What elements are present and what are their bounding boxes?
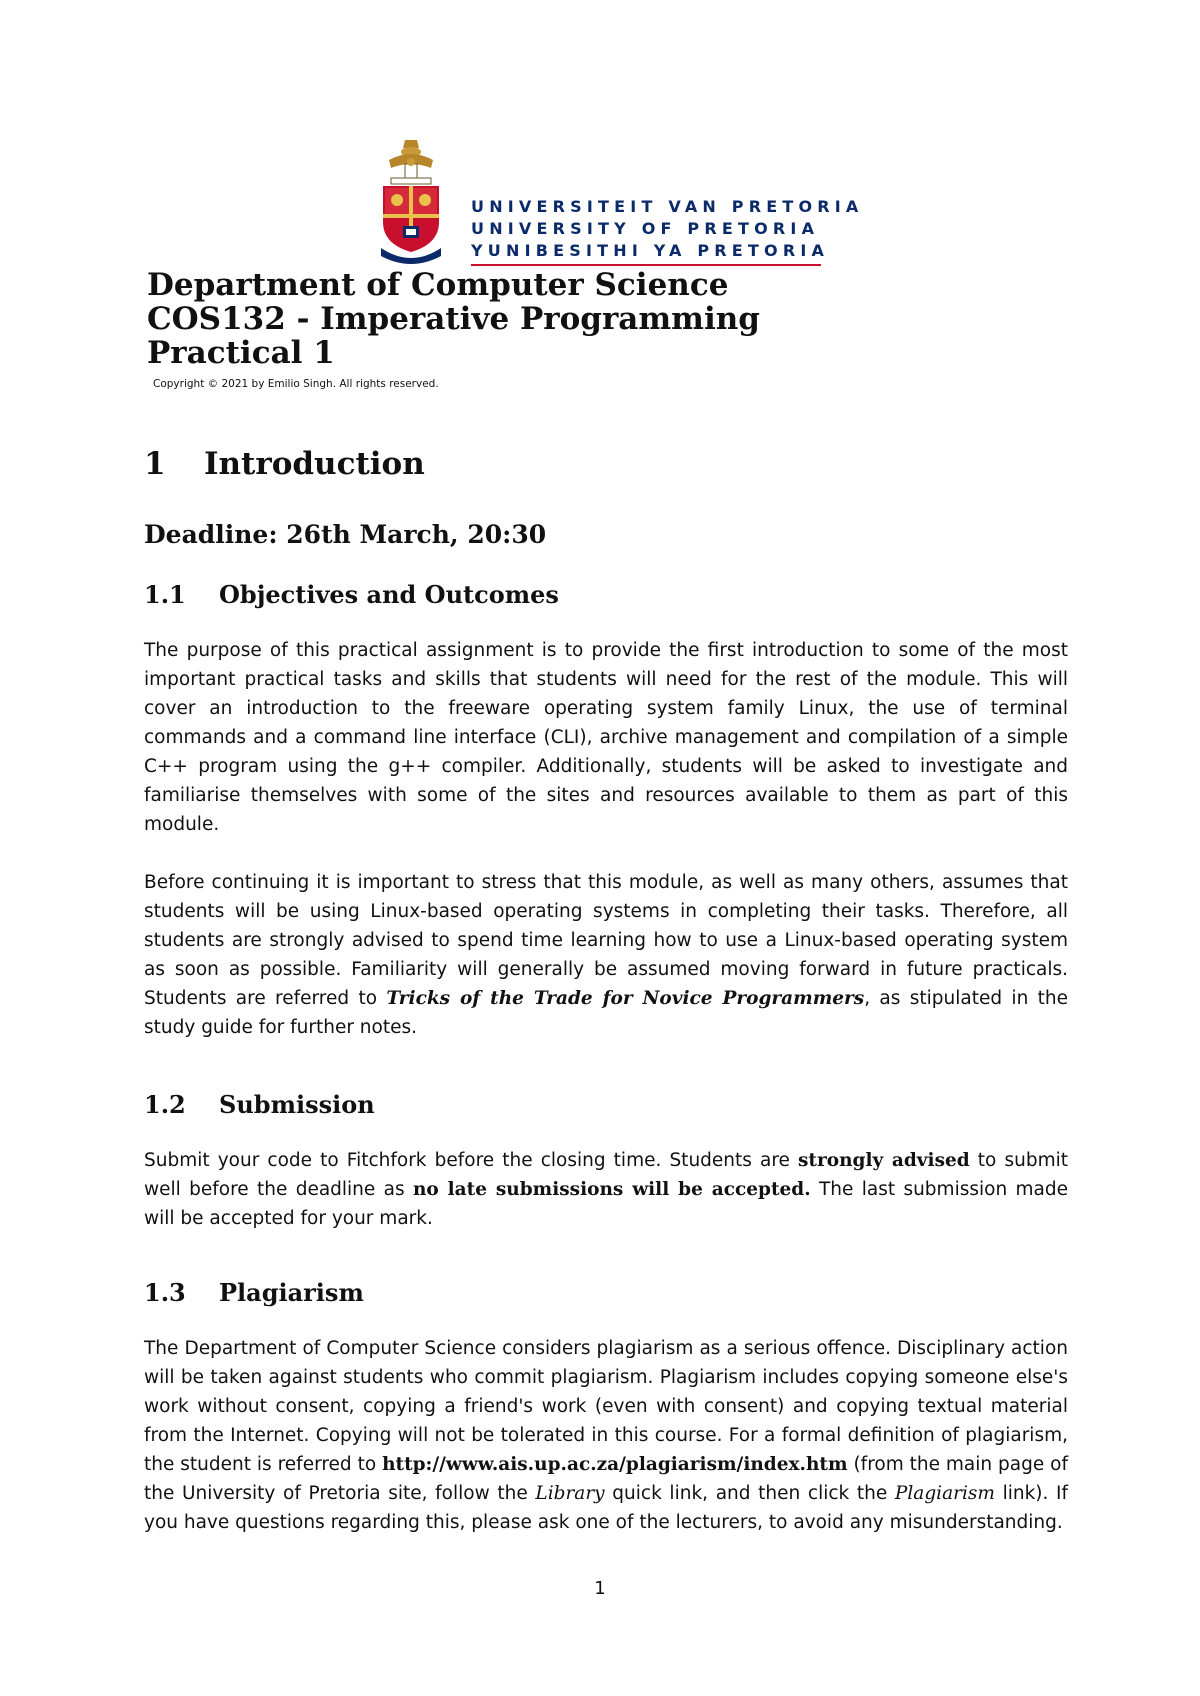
objectives-paragraph-2	[144, 868, 1068, 1042]
plagiarism-text-1: The Department of Computer Science considers plagiarism as a serious offence. Disciplinary action will be taken against students who commit plagiarism. Plagiarism includes copying someone else's work without consent, copying a friend's work (even with consent) and copying textual material from the Internet. Copying will not be tolerated in this course. For a formal definition of plagiarism, the student is referred to	[144, 1338, 1068, 1475]
section-title: Introduction	[204, 446, 425, 482]
plagiarism-heading	[144, 1278, 1068, 1307]
plagiarism-policy-link[interactable]: http://www.ais.up.ac.za/plagiarism/index.htm	[382, 1454, 848, 1475]
introduction-heading	[144, 446, 1068, 482]
objectives-heading	[144, 580, 1068, 609]
plagiarism-text-3: quick link, and then click the	[604, 1483, 895, 1504]
tricks-of-the-trade-reference: Tricks of the Trade for Novice Programmers	[386, 988, 865, 1009]
strongly-advised-emphasis: strongly advised	[798, 1150, 970, 1171]
subsection-number: 1.1	[144, 580, 186, 609]
university-logo	[375, 138, 864, 268]
submission-text-3: The last submission made will be accepted for your mark.	[144, 1179, 1068, 1229]
submission-heading	[144, 1090, 1068, 1119]
deadline-heading: Deadline: 26th March, 20:30	[144, 520, 547, 549]
subsection-number: 1.2	[144, 1090, 186, 1119]
page-number: 1	[594, 1578, 606, 1599]
university-crest-icon	[375, 138, 447, 266]
copyright-notice: Copyright © 2021 by Emilio Singh. All rights reserved.	[153, 378, 439, 390]
university-name-afrikaans: UNIVERSITEIT VAN PRETORIA	[471, 197, 864, 216]
submission-text-2: to submit well before the deadline as	[144, 1150, 1068, 1200]
submission-paragraph	[144, 1146, 1068, 1233]
deadline-block	[144, 520, 1068, 549]
university-name-sepedi: YUNIBESITHI YA PRETORIA	[471, 241, 830, 260]
section-number: 1	[144, 446, 166, 482]
university-names	[471, 196, 864, 266]
plagiarism-text-2: (from the main page of the University of Pretoria site, follow the	[144, 1454, 1068, 1504]
submission-body	[144, 1146, 1068, 1233]
title-block	[147, 268, 1067, 390]
section-submission	[144, 1090, 1068, 1119]
objectives-paragraph-2-end: , as stipulated in the study guide for further notes.	[144, 988, 1068, 1038]
library-link-reference: Library	[535, 1483, 605, 1504]
section-objectives	[144, 580, 1068, 609]
course-title: COS132 - Imperative Programming	[147, 301, 760, 337]
objectives-body	[144, 636, 1068, 1042]
submission-text-1: Submit your code to Fitchfork before the closing time. Students are	[144, 1150, 799, 1171]
department-title: Department of Computer Science	[147, 267, 729, 303]
plagiarism-paragraph	[144, 1334, 1068, 1537]
plagiarism-text-4: link). If you have questions regarding this, please ask one of the lecturers, to avoid any misunderstanding.	[144, 1483, 1069, 1533]
objectives-paragraph-1: The purpose of this practical assignment is to provide the first introduction to some of the most important practical tasks and skills that students will need for the rest of the module. This will cover an introduction to the freeware operating system family Linux, the use of terminal commands and a command line interface (CLI), archive management and compilation of a simple C++ program using the g++ compiler. Additionally, students will be asked to investigate and familiarise themselves with some of the sites and resources available to them as part of this module.	[144, 640, 1068, 835]
section-plagiarism	[144, 1278, 1068, 1307]
subsection-number: 1.3	[144, 1278, 186, 1307]
subsection-title: Plagiarism	[219, 1278, 364, 1307]
section-introduction	[144, 446, 1068, 482]
plagiarism-link-reference: Plagiarism	[894, 1483, 995, 1504]
university-name-english: UNIVERSITY OF PRETORIA	[471, 219, 820, 238]
subsection-title: Objectives and Outcomes	[219, 580, 559, 609]
no-late-submissions-emphasis: no late submissions will be accepted.	[412, 1179, 811, 1200]
subsection-title: Submission	[219, 1090, 375, 1119]
logo-red-rule	[471, 264, 821, 266]
plagiarism-body	[144, 1334, 1068, 1537]
practical-title: Practical 1	[147, 335, 335, 371]
objectives-paragraph-2-text: Before continuing it is important to stress that this module, as well as many others, assumes that students will be using Linux-based operating systems in completing their tasks. Therefore, all students are strongly advised to spend time learning how to use a Linux-based operating system as soon as possible. Familiarity will generally be assumed moving forward in future practicals. Students are referred to	[144, 872, 1068, 1009]
